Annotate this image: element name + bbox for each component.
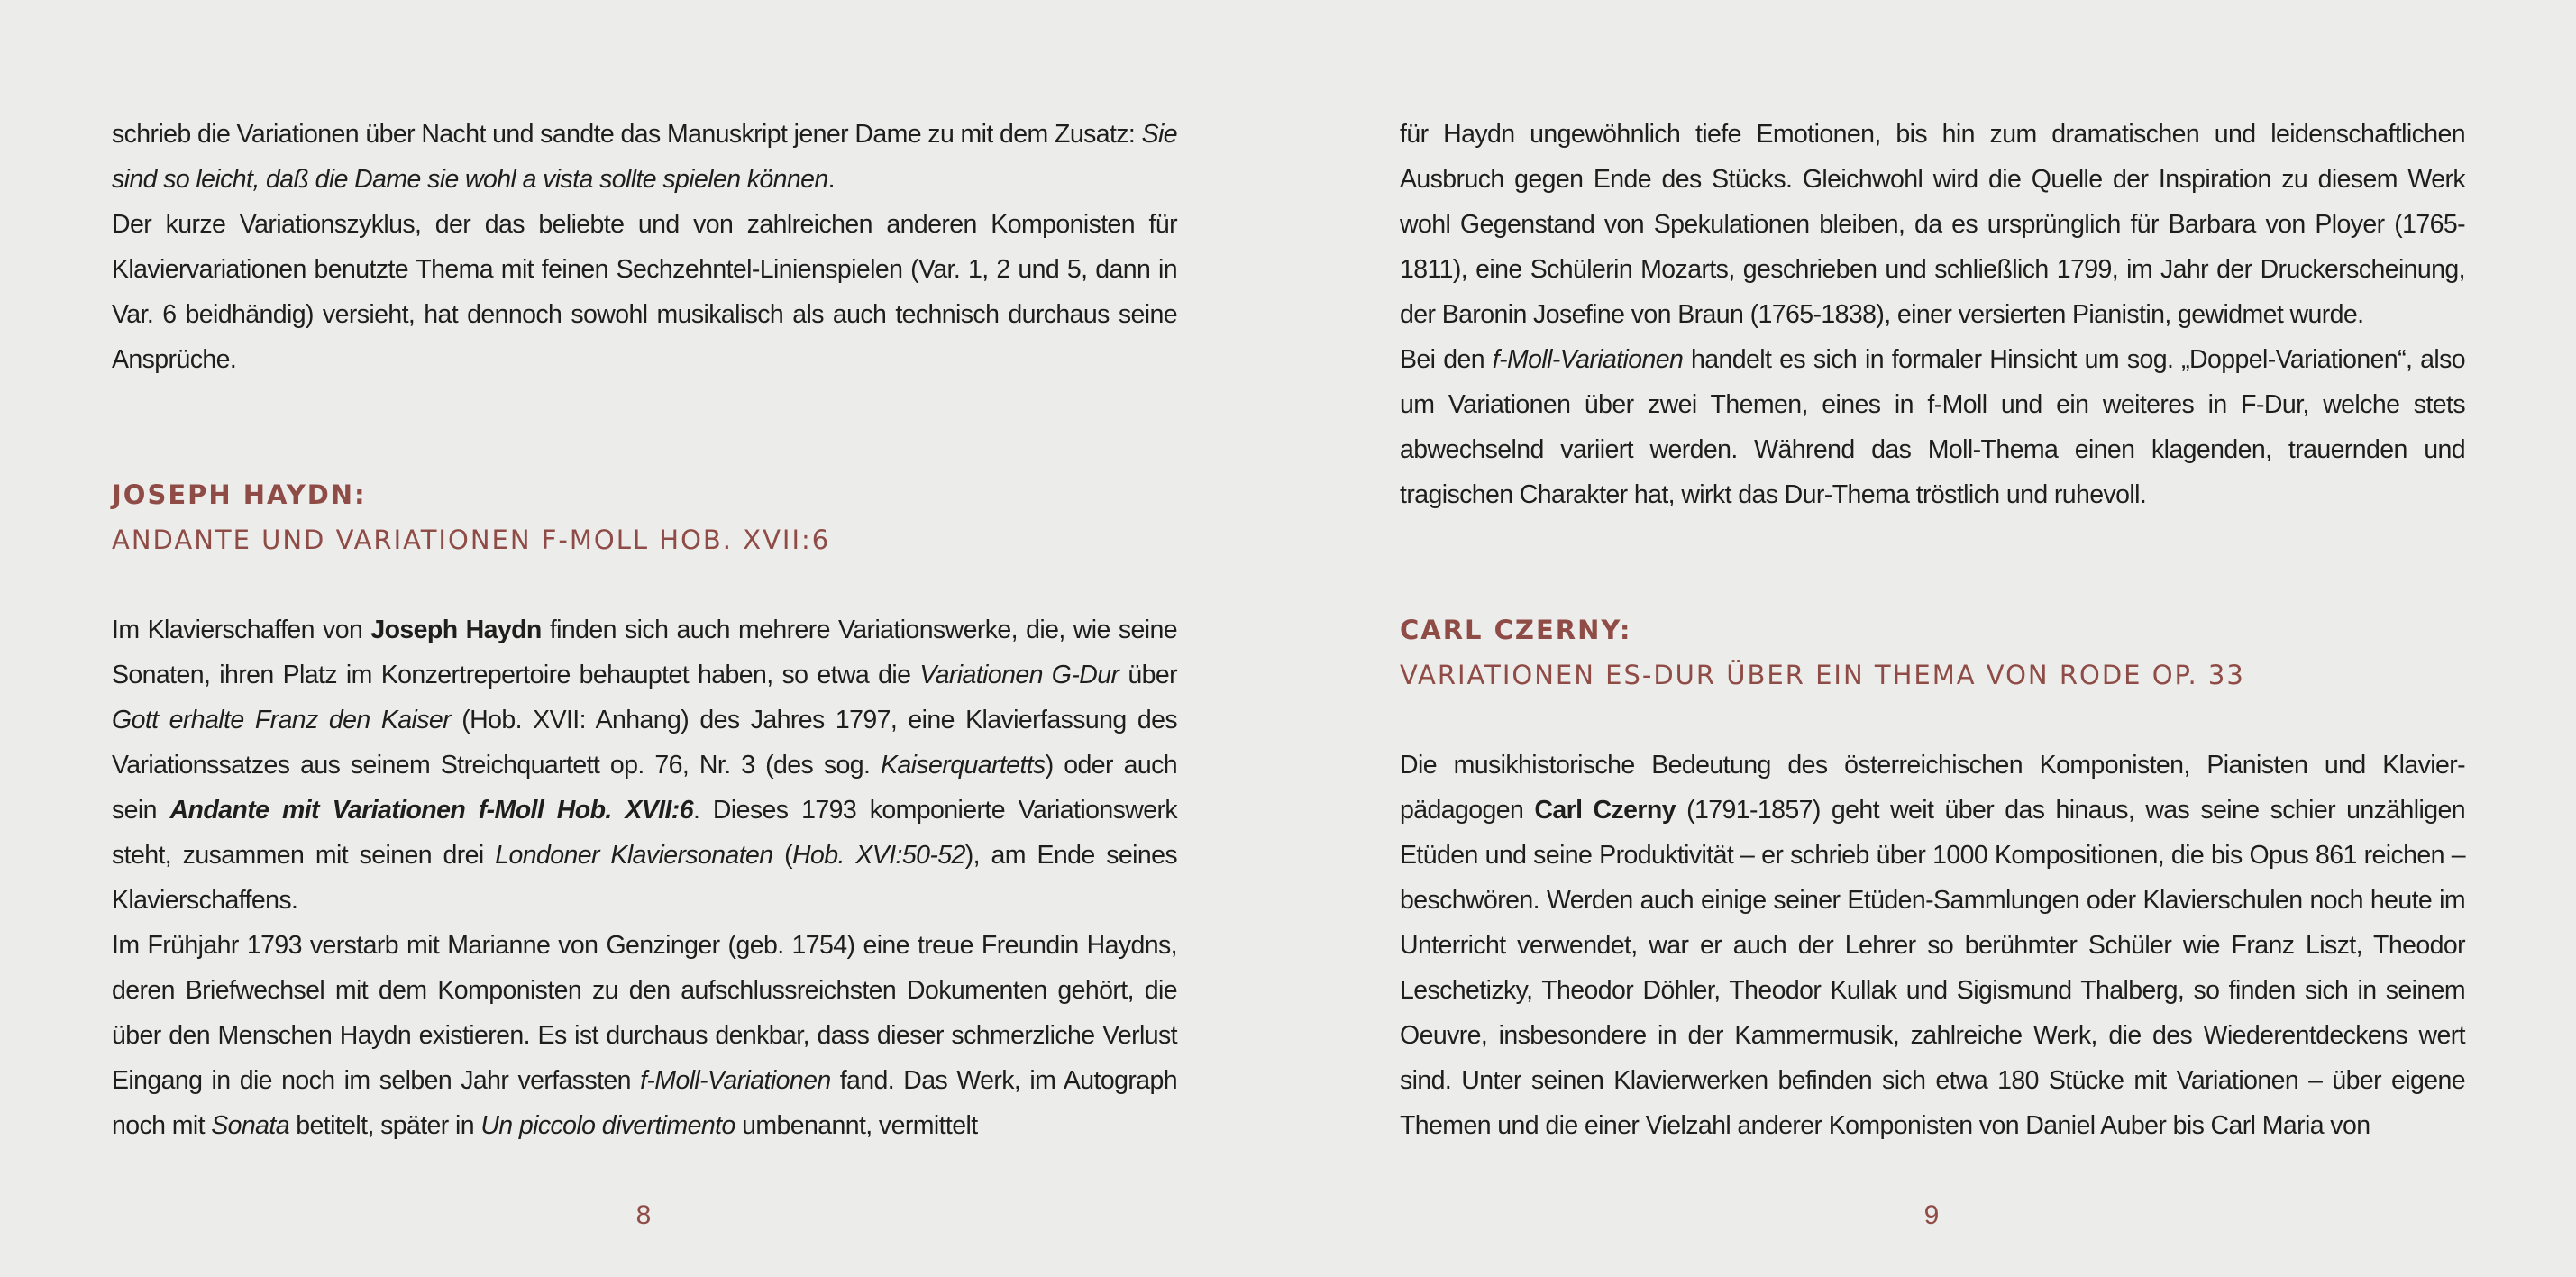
intro-paragraph-1: für Haydn ungewöhnlich tiefe Emotionen, bis hin zum dramatischen und leidenschaftlichen Ausbruch gegen Ende des Stücks. Gleichwohl wird die Quelle der Inspiration zu diesem Werk wohl Gegenstand von Spekulationen bleiben, da es ursprünglich für Barbara von Ployer (1765-1811), eine Schülerin Mozarts, geschrieben und schließlich 1799, im Jahr der Druckerscheinung, der Baronin Josefine von Braun (1765-1838), einer versierten Pianistin, gewidmet wurde. [1400,120,2465,329]
body-paragraph-1: Im Klavierschaffen von Joseph Haydn finden sich auch mehrere Variationswerke, die, wie seine Sonaten, ihren Platz im Konzertrepertoire behauptet haben, so etwa die Variationen G-Dur über Gott erhalte Franz den Kaiser (Hob. XVII: Anhang) des Jahres 1797, eine Klavierfassung des Variationssatzes aus seinem Streichquartett op. 76, Nr. 3 (des sog. Kaiserquartetts) oder auch sein Andante mit Variationen f-Moll Hob. XVII:6. Dieses 1793 komponierte Variationswerk steht, zusammen mit seinen drei Londoner Klaviersonaten (Hob. XVI:50-52), am Ende seines Klavierschaffens. [112,616,1178,915]
czerny-body [1400,743,2465,1148]
haydn-body [112,607,1177,1148]
page-number-left: 8 [635,1200,652,1230]
right-page-intro [1400,112,2465,517]
composer-name: JOSEPH HAYDN: [112,479,367,510]
intro-paragraph-2: Bei den f-Moll-Variationen handelt es sich in formaler Hinsicht um sog. „Doppel-Variationen“, also um Variationen über zwei Themen, eines in f-Moll und ein weiteres in F-Dur, welche stets abwechselnd variiert werden. Während das Moll-Thema einen klagenden, trauernden und tragischen Charakter hat, wirkt das Dur-Thema tröstlich und ruhevoll. [1400,345,2465,509]
body-paragraph-1: Die musikhistorische Bedeutung des österreichischen Komponisten, Pianisten und Klavier-pädagogen Carl Czerny (1791-1857) geht weit über das hinaus, was seine schier unzähligen Etüden und seine Produktivität – er schrieb über 1000 Kompositionen, die bis Opus 861 reichen – beschwören. Werden auch einige seiner Etüden-Sammlungen oder Klavierschulen noch heute im Unterricht verwendet, war er auch der Lehrer so berühmter Schüler wie Franz Liszt, Theodor Leschetizky, Theodor Döhler, Theodor Kullak und Sigismund Thalberg, so finden sich in seinem Oeuvre, insbesondere in der Kammermusik, zahlreiche Werk, die des Wiederentdeckens wert sind. Unter seinen Klavierwerken befinden sich etwa 180 Stücke mit Variationen – über eigene Themen und die einer Vielzahl anderer Komponisten von Daniel Auber bis Carl Maria von [1400,751,2465,1140]
composer-bold: Carl Czerny [1534,796,1676,825]
work-title: VARIATIONEN ES-DUR ÜBER EIN THEMA VON RODE OP. 33 [1400,660,2245,690]
right-page [1400,112,2465,1220]
left-page-intro [112,112,1177,382]
page-number-right: 9 [1923,1200,1940,1230]
body-paragraph-2: Im Frühjahr 1793 verstarb mit Marianne von Genzinger (geb. 1754) eine treue Freundin Haydns, deren Briefwechsel mit dem Komponisten zu den aufschlussreichsten Dokumenten gehört, die über den Menschen Haydn existieren. Es ist durchaus denkbar, dass dieser schmerzliche Verlust Eingang in die noch im selben Jahr verfassten f-Moll-Variationen fand. Das Werk, im Autograph noch mit Sonata betitelt, später in Un piccolo divertimento umbenannt, vermittelt [112,931,1177,1140]
composer-name: CARL CZERNY: [1400,615,1632,645]
quote: Sie sind so leicht, daß die Dame sie wohl a vista sollte spielen können [112,120,1177,194]
work-title: ANDANTE UND VARIATIONEN F-MOLL HOB. XVII:6 [112,524,831,555]
section-heading-haydn [112,472,1177,562]
intro-paragraph-2: Der kurze Variationszyklus, der das beliebte und von zahlreichen anderen Komponisten für Klaviervariationen benutzte Thema mit feinen Sechzehntel-Linienspielen (Var. 1, 2 und 5, dann in Var. 6 beidhändig) versieht, hat dennoch sowohl musikalisch als auch technisch durchaus seine Ansprüche. [112,210,1177,374]
section-heading-czerny [1400,607,2465,698]
intro-paragraph-1: schrieb die Variationen über Nacht und sandte das Manuskript jener Dame zu mit dem Zusatz: Sie sind so leicht, daß die Dame sie wohl a vista sollte spielen können. [112,120,1177,194]
composer-bold: Joseph Haydn [370,616,542,644]
left-page [112,112,1177,1220]
work-bold-italic: Andante mit Variationen f-Moll Hob. XVII:6 [169,796,693,825]
